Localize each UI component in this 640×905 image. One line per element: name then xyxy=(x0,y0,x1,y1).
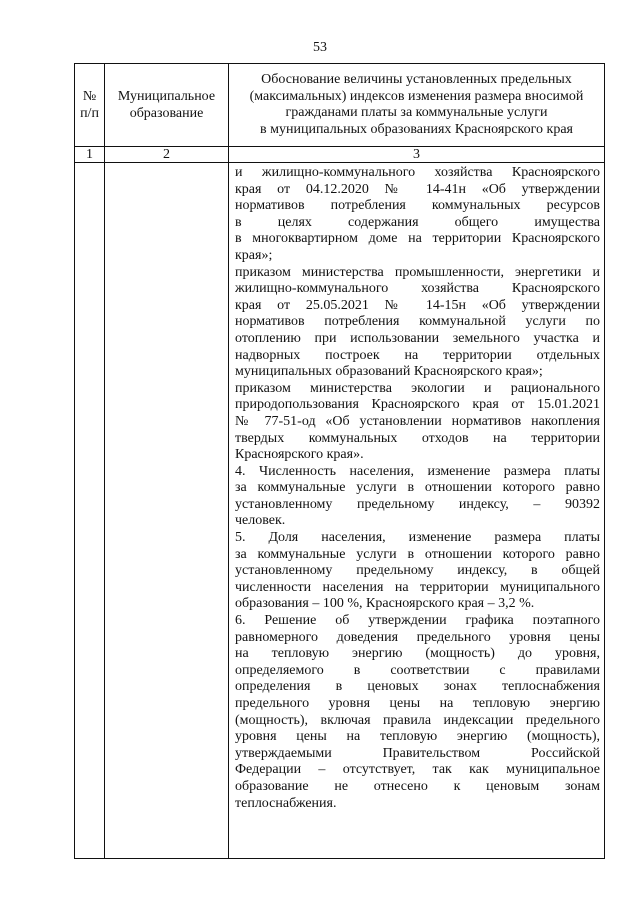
text-line: уровня цены на тепловую энергию (мощность), xyxy=(235,729,600,745)
header-col-number xyxy=(75,64,105,147)
header-col-number-line: № xyxy=(82,89,97,104)
text-line: края от 04.12.2020 № 14-41н «Об утверждении xyxy=(235,181,600,197)
text-line: природопользования Красноярского края от 15.01.2021 xyxy=(235,397,600,413)
text-line: численности населения на территории муниципального xyxy=(235,579,600,595)
text-line: утверждаемыми Правительством Российской xyxy=(235,745,600,761)
text-line: Красноярского края». xyxy=(235,447,364,463)
header-col-municipality-line: Муниципальное xyxy=(117,89,216,104)
text-line: твердых коммунальных отходов на территории xyxy=(235,430,600,446)
text-line: образование не отнесено к ценовым зонам xyxy=(235,778,600,794)
text-line: равномерного доведения предельного уровня цены xyxy=(235,629,600,645)
text-line: 6. Решение об утверждении графика поэтапного xyxy=(235,613,600,629)
text-line: края от 25.05.2021 № 14-15н «Об утверждении xyxy=(235,297,600,313)
text-line: определяемого в соответствии с правилами xyxy=(235,662,600,678)
text-line: 4. Численность населения, изменение размера платы xyxy=(235,463,600,479)
cell-municipality xyxy=(105,163,229,859)
text-line: определения в ценовых зонах теплоснабжения xyxy=(235,679,600,695)
text-line: и жилищно-коммунального хозяйства Красноярского xyxy=(235,165,600,180)
text-line: нормативов потребления коммунальных ресурсов xyxy=(235,198,600,214)
header-col-number-line: п/п xyxy=(80,106,99,121)
header-col-justification xyxy=(229,64,605,147)
text-line: жилищно-коммунального хозяйства Красноярского xyxy=(235,281,600,297)
text-line: образования – 100 %, Красноярского края – 3,2 %. xyxy=(235,596,535,612)
text-line: края»; xyxy=(235,247,273,263)
table-header-row xyxy=(75,64,605,147)
text-line: теплоснабжения. xyxy=(235,795,337,811)
page-number: 53 xyxy=(313,40,327,55)
text-line: установленному предельному индексу, – 90392 xyxy=(235,496,600,512)
header-col-municipality-line: образование xyxy=(129,106,204,121)
header-col-municipality xyxy=(105,64,229,147)
text-line: надворных построек на территории отдельных xyxy=(235,347,600,363)
cell-number xyxy=(75,163,105,859)
text-line: 5. Доля населения, изменение размера платы xyxy=(235,530,600,546)
header-col-justification-line: гражданами платы за коммунальные услуги xyxy=(285,105,548,120)
cell-justification xyxy=(229,163,605,859)
header-col-justification-line: (максимальных) индексов изменения размера вносимой xyxy=(249,88,584,104)
table-row xyxy=(75,163,605,859)
text-line: приказом министерства экологии и рационального xyxy=(235,380,600,396)
text-line: предельного уровня цены на тепловую энергию xyxy=(235,696,600,711)
header-col-justification-line: в муниципальных образованиях Красноярского края xyxy=(260,121,573,137)
tariff-justification-table xyxy=(74,63,605,859)
text-line: приказом министерства промышленности, энергетики и xyxy=(235,264,600,280)
justification-text xyxy=(229,163,604,812)
column-number-row xyxy=(75,147,605,163)
text-line: установленному предельному индексу, в общей xyxy=(235,563,600,579)
text-line: отоплению при использовании земельного участка и xyxy=(235,330,600,346)
header-col-justification-line: Обоснование величины установленных предельных xyxy=(261,72,572,87)
text-line: № 77-51-од «Об установлении нормативов накопления xyxy=(235,413,600,429)
column-number-2: 2 xyxy=(105,147,229,163)
text-line: муниципальных образований Красноярского края»; xyxy=(235,364,543,380)
text-line: за коммунальные услуги в отношении которого равно xyxy=(235,546,600,562)
text-line: человек. xyxy=(235,513,286,529)
text-line: в многоквартирном доме на территории Красноярского xyxy=(235,231,600,247)
text-line: в целях содержания общего имущества xyxy=(235,214,600,230)
text-line: нормативов потребления коммунальной услуги по xyxy=(235,314,600,330)
text-line: Федерации – отсутствует, так как муниципальное xyxy=(235,762,600,778)
text-line: (мощность), включая правила индексации предельного xyxy=(235,712,600,728)
text-line: на тепловую энергию (мощность) до уровня, xyxy=(235,646,600,662)
column-number-3: 3 xyxy=(229,147,605,163)
column-number-1: 1 xyxy=(75,147,105,163)
text-line: за коммунальные услуги в отношении которого равно xyxy=(235,480,600,496)
